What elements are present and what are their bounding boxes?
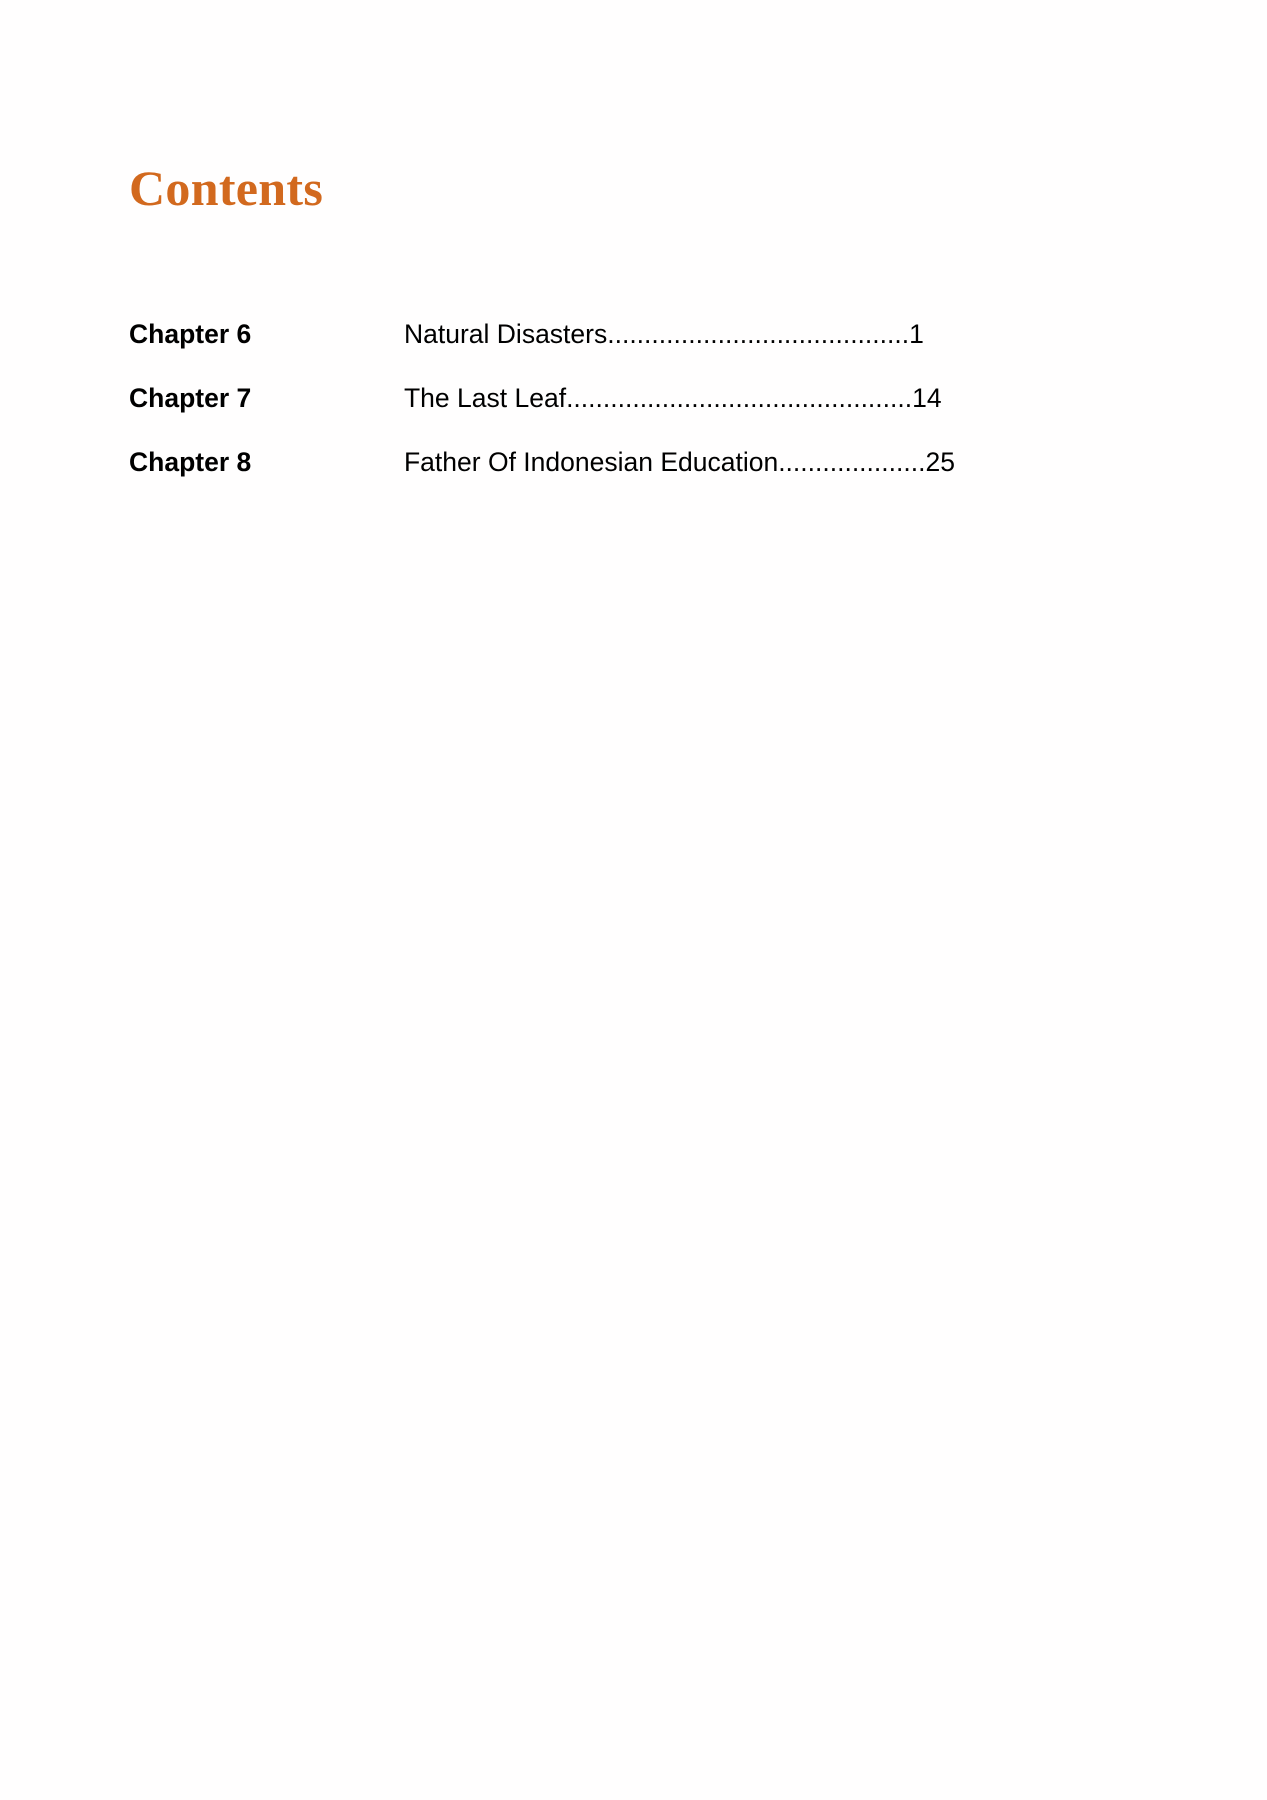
toc-leader-dots: ............................................... bbox=[566, 383, 913, 413]
toc-entry bbox=[404, 378, 942, 418]
table-of-contents bbox=[129, 314, 1129, 506]
page-title: Contents bbox=[129, 160, 324, 216]
toc-row bbox=[129, 314, 1129, 378]
toc-row bbox=[129, 442, 1129, 506]
toc-page-number: 25 bbox=[925, 447, 955, 477]
toc-entry-title: The Last Leaf bbox=[404, 383, 567, 413]
toc-row bbox=[129, 378, 1129, 442]
toc-chapter-label: Chapter 7 bbox=[129, 383, 252, 413]
toc-leader-dots: ......................................... bbox=[607, 319, 910, 349]
toc-entry bbox=[404, 314, 924, 354]
toc-chapter-label: Chapter 6 bbox=[129, 319, 252, 349]
toc-page-number: 14 bbox=[912, 383, 942, 413]
toc-entry-title: Father Of Indonesian Education bbox=[404, 447, 779, 477]
toc-entry bbox=[404, 442, 955, 482]
toc-chapter-label: Chapter 8 bbox=[129, 447, 252, 477]
toc-entry-title: Natural Disasters bbox=[404, 319, 608, 349]
toc-leader-dots: .................... bbox=[778, 447, 926, 477]
toc-page-number: 1 bbox=[909, 319, 924, 349]
